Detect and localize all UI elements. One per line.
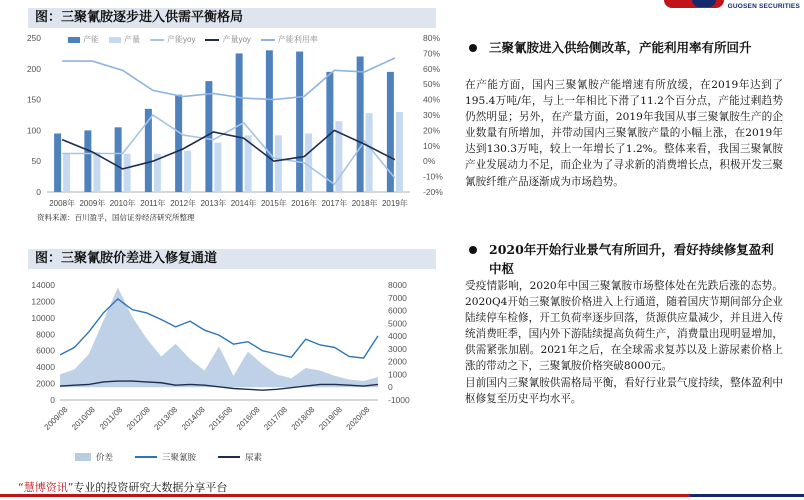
area-spread	[60, 288, 378, 388]
bar-capacity	[357, 56, 364, 192]
y-tick-left: 6000	[36, 345, 55, 356]
y-tick-left: 8000	[36, 329, 55, 340]
y-tick-right: 50%	[423, 79, 441, 90]
legend-swatch	[75, 453, 91, 461]
x-tick-label: 2009/08	[42, 405, 70, 432]
logo-text: GUOSEN SECURITIES	[727, 3, 800, 10]
line-capacity-yoy	[62, 115, 395, 184]
y-tick-right: 3000	[388, 343, 407, 354]
x-tick-label: 2010/08	[70, 405, 97, 432]
x-tick-label: 2017/08	[262, 405, 290, 432]
y-tick-left: 14000	[31, 280, 55, 290]
bar-capacity	[387, 72, 394, 192]
bar-output	[93, 152, 100, 192]
y-tick-right: 7000	[388, 292, 407, 303]
bar-output	[305, 133, 312, 192]
footer-divider-accent	[690, 494, 804, 497]
legend-label: 价差	[96, 452, 114, 462]
x-tick-label: 2013年	[200, 199, 227, 208]
x-tick-label: 2011年	[140, 199, 166, 208]
bar-capacity	[266, 50, 273, 192]
x-tick-label: 2016年	[291, 199, 318, 208]
line-output-yoy	[62, 130, 395, 169]
legend-label: 产能yoy	[167, 35, 196, 44]
bar-capacity	[84, 130, 91, 192]
legend-label: 产能	[83, 35, 99, 44]
figure2-title: 图：三聚氰胺价差进入修复通道	[28, 249, 436, 269]
legend-swatch	[261, 39, 275, 41]
x-tick-label: 2015年	[260, 199, 287, 208]
line-utilization	[62, 58, 395, 100]
y-tick-left: 12000	[31, 296, 55, 307]
section1-heading-block	[465, 38, 783, 57]
legend-item-capacity-yoy	[150, 34, 195, 45]
y-tick-right: 30%	[423, 110, 441, 120]
bar-output	[184, 151, 191, 192]
bullet-icon	[469, 44, 477, 52]
y-tick-right: -1000	[388, 395, 410, 405]
bullet-icon	[469, 246, 477, 254]
y-tick-right: 10%	[423, 140, 441, 151]
x-tick-label: 2012年	[170, 199, 197, 208]
y-tick-right: 60%	[423, 63, 441, 74]
x-tick-label: 2019年	[381, 199, 408, 208]
legend-label: 产能利用率	[277, 35, 318, 44]
legend-item-output	[109, 34, 140, 45]
y-tick-left: 100	[26, 125, 41, 136]
bar-output	[396, 112, 403, 192]
footer-text-block	[18, 479, 227, 495]
x-tick-label: 2020/08	[344, 405, 372, 432]
y-tick-right: 70%	[423, 48, 441, 59]
y-tick-right: 80%	[423, 33, 441, 43]
x-tick-label: 2008年	[49, 199, 76, 208]
x-tick-label: 2011/08	[97, 405, 125, 432]
legend-item-utilization	[261, 34, 318, 45]
legend-swatch	[109, 37, 121, 43]
legend-item-urea	[218, 451, 262, 463]
bar-capacity	[296, 52, 303, 192]
x-tick-label: 2016/08	[234, 405, 262, 432]
section2-heading-block	[465, 240, 783, 278]
y-tick-right: 2000	[388, 356, 407, 367]
y-tick-right: 0%	[423, 156, 436, 167]
bar-capacity	[115, 127, 122, 192]
x-tick-label: 2015/08	[207, 405, 235, 432]
bar-output	[124, 154, 131, 192]
section1-heading: 三聚氰胺进入供给侧改革，产能利用率有所回升	[489, 40, 752, 55]
x-tick-label: 2014年	[230, 199, 257, 208]
footer-brand: “慧博资讯”	[18, 481, 74, 494]
legend-swatch	[218, 456, 240, 458]
y-tick-right: 6000	[388, 305, 407, 316]
y-tick-left: 0	[50, 395, 55, 405]
section2-body-block	[465, 278, 783, 407]
figure2-legend	[75, 451, 262, 463]
y-tick-right: 20%	[423, 125, 441, 136]
footer-tagline: 专业的投资研究大数据分享平台	[73, 481, 228, 494]
guosen-logo-icon	[664, 0, 724, 8]
x-tick-label: 2018/08	[289, 405, 317, 432]
legend-label: 尿素	[245, 452, 263, 462]
figure1-source: 资料来源：百川盈孚，国信证券经济研究所整理	[37, 213, 195, 222]
bar-capacity	[175, 95, 182, 192]
y-tick-left: 250	[26, 33, 41, 43]
figure1-legend	[68, 34, 318, 45]
footer-divider	[0, 494, 804, 497]
x-tick-label: 2009年	[79, 199, 106, 208]
legend-item-spread	[75, 451, 113, 463]
x-tick-label: 2019/08	[317, 405, 344, 432]
y-tick-left: 200	[26, 63, 41, 74]
y-tick-right: 8000	[388, 280, 407, 290]
legend-item-melamine	[135, 451, 196, 463]
bar-output	[275, 135, 282, 192]
section2-heading: 2020年开始行业景气有所回升，看好持续修复盈利中枢	[489, 242, 774, 276]
y-tick-right: 4000	[388, 331, 407, 342]
y-tick-left: 10000	[31, 312, 55, 323]
bar-capacity	[54, 133, 61, 192]
bar-capacity	[236, 53, 243, 192]
x-tick-label: 2010年	[109, 199, 136, 208]
legend-item-capacity	[68, 34, 99, 45]
legend-label: 产量yoy	[222, 35, 251, 44]
y-tick-right: 40%	[423, 94, 441, 105]
bar-output	[366, 113, 373, 192]
y-tick-left: 4000	[36, 362, 55, 373]
footer	[0, 476, 804, 500]
bar-output	[214, 143, 221, 192]
x-tick-label: 2017年	[321, 199, 348, 208]
section2-body2: 目前国内三聚氰胺供需格局平衡，看好行业景气度持续，整体盈利中枢修复至历史平均水平。	[465, 376, 783, 405]
y-tick-right: 0	[388, 382, 393, 393]
legend-swatch	[135, 456, 157, 458]
y-tick-right: 1000	[388, 369, 407, 380]
x-tick-label: 2014/08	[179, 405, 207, 432]
legend-label: 产量	[124, 35, 140, 44]
legend-item-output-yoy	[205, 34, 250, 45]
y-tick-right: -20%	[423, 187, 443, 197]
legend-swatch	[205, 39, 219, 41]
y-tick-left: 50	[31, 156, 41, 167]
y-tick-right: 5000	[388, 318, 407, 329]
section2-body: 受疫情影响，2020年中国三聚氰胺市场整体处在先跌后涨的态势。2020Q4开始三聚氰胺价格进入上行通道，随着国庆节期间部分企业陆续停车检修，开工负荷率逐步回落，货源供应量减少，并且进入传统消费旺季，国内外下游陆续提高负荷生产，消费量出现明显增加，供需紧张加剧。2021年之后，在全球需求复苏以及上游尿素价格上涨的带动之下，三聚氰胺价格突破8000元。	[465, 280, 783, 373]
y-tick-left: 2000	[36, 378, 55, 389]
figure1-title: 图：三聚氰胺逐步进入供需平衡格局	[28, 8, 436, 28]
y-tick-left: 150	[26, 94, 41, 105]
legend-label: 三聚氰胺	[162, 452, 197, 462]
brand-logo	[610, 0, 800, 14]
supply-demand-chart	[0, 30, 450, 210]
legend-swatch	[150, 39, 164, 41]
x-tick-label: 2013/08	[152, 405, 180, 432]
price-spread-chart	[0, 270, 450, 470]
section1-body: 在产能方面，国内三聚氰胺产能增速有所放缓，在2019年达到了195.4万吨/年，与上一年相比下滑了11.2个百分点，产能过剩趋势仍然明显；另外，在产量方面，2019年我国从事三聚氰胺生产的企业数量有所增加，并带动国内三聚氰胺产量的小幅上涨，在2019年达到130.3万吨，较上一年增长了1.2%。整体来看，我国三聚氰胺产业发展动力不足，而企业为了寻求新的消费增长点，积极开发三聚氰胺纤维产品逐渐成为市场趋势。	[465, 79, 783, 188]
y-tick-right: -10%	[423, 171, 443, 182]
y-tick-left: 0	[36, 187, 41, 197]
legend-swatch	[68, 37, 80, 43]
bar-output	[63, 154, 70, 192]
x-tick-label: 2012/08	[124, 405, 152, 432]
x-tick-label: 2018年	[351, 199, 378, 208]
